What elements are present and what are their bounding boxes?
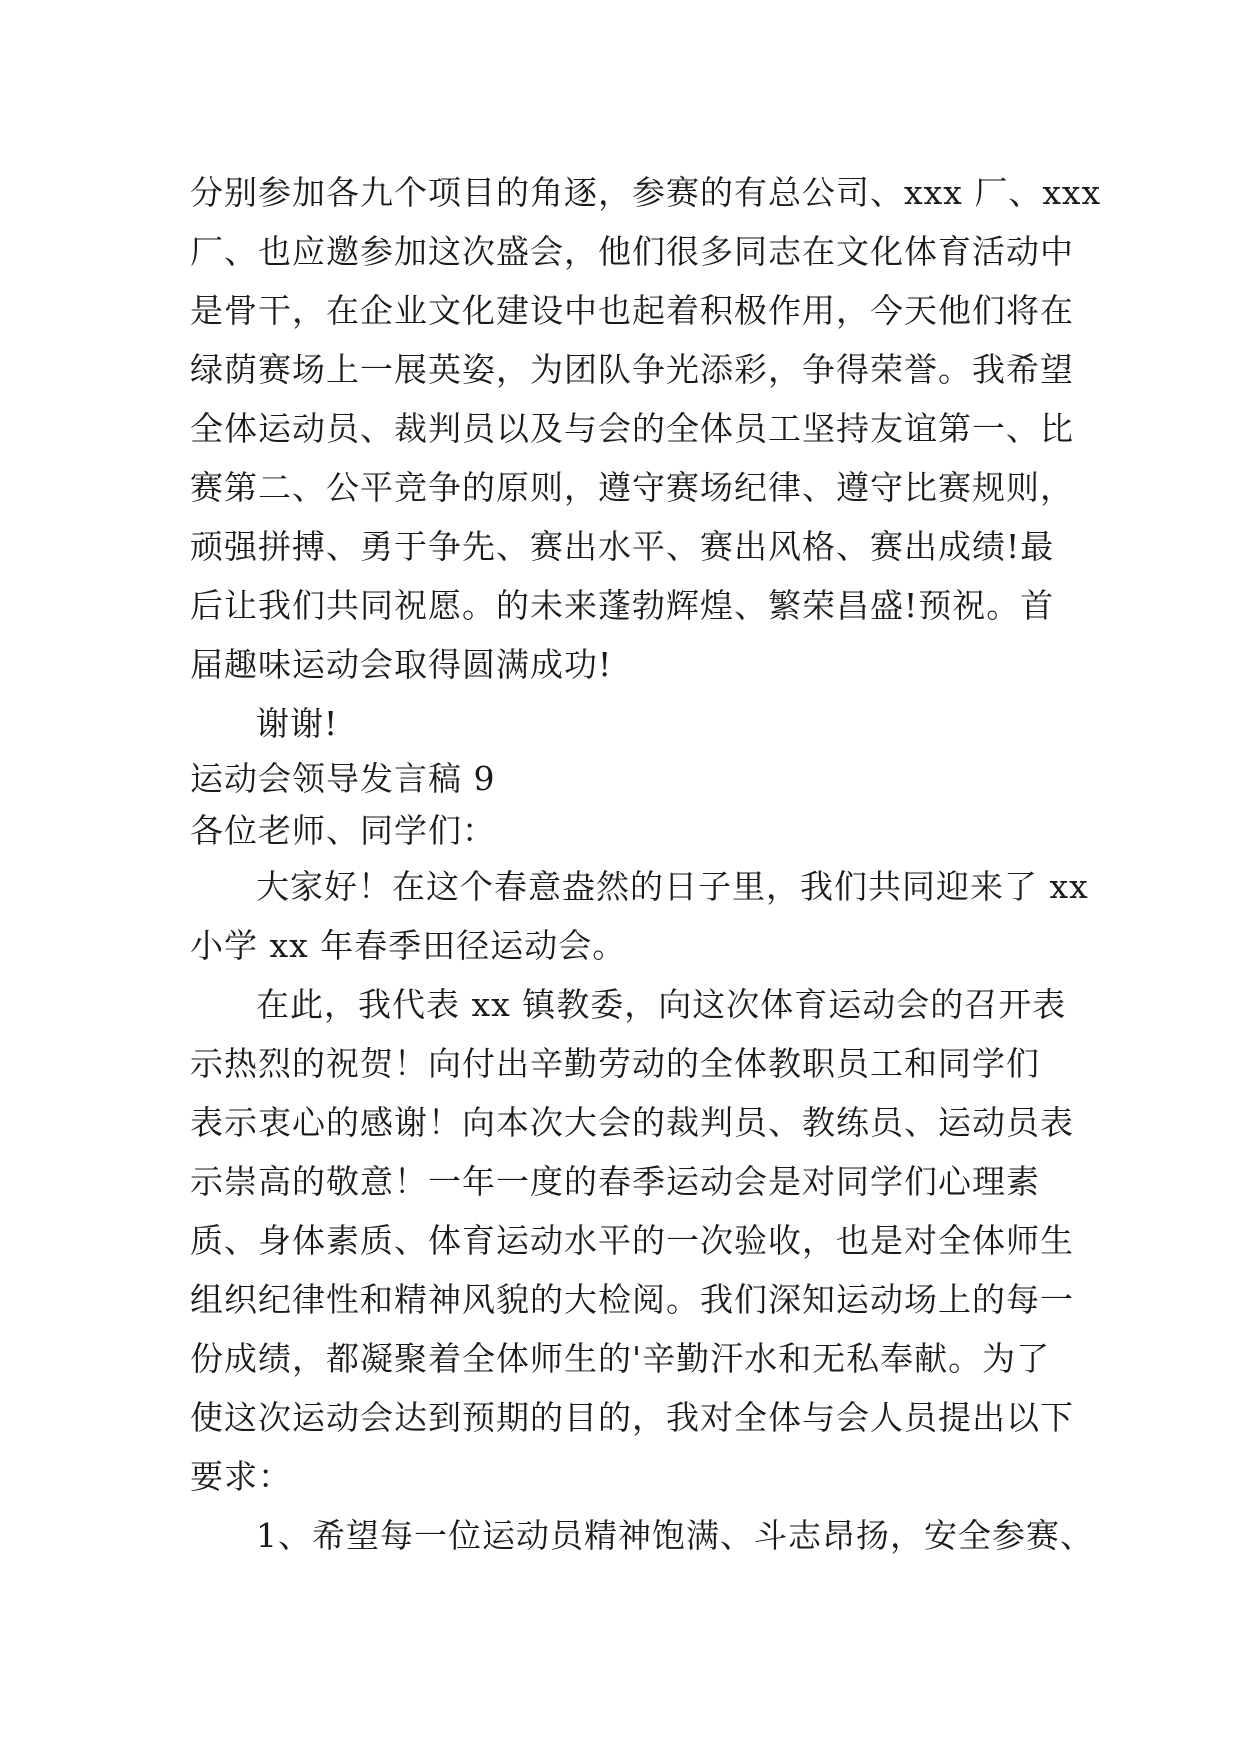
paragraph-greeting — [190, 857, 1089, 975]
thanks-line: 谢谢! — [256, 704, 339, 743]
text-line: 份成绩，都凝聚着全体师生的'辛勤汗水和无私奉献。为了 — [190, 1339, 1051, 1378]
text-line: 厂、也应邀参加这次盛会，他们很多同志在文化体育活动中 — [190, 232, 1074, 271]
text-line: 要求： — [190, 1457, 292, 1496]
text-line: 表示衷心的感谢！向本次大会的裁判员、教练员、运动员表 — [190, 1103, 1074, 1142]
text-line: 后让我们共同祝愿。的未来蓬勃辉煌、繁荣昌盛!预祝。首 — [190, 586, 1055, 625]
text-line: 绿荫赛场上一展英姿，为团队争光添彩，争得荣誉。我希望 — [190, 350, 1074, 389]
text-line: 示崇高的敬意！一年一度的春季运动会是对同学们心理素 — [190, 1162, 1040, 1201]
text-line: 在此，我代表 xx 镇教委，向这次体育运动会的召开表 — [256, 985, 1067, 1024]
paragraph-requirement-1 — [190, 1506, 1094, 1565]
text-line: 组织纪律性和精神风貌的大检阅。我们深知运动场上的每一 — [190, 1280, 1074, 1319]
text-line: 顽强拼搏、勇于争先、赛出水平、赛出风格、赛出成绩!最 — [190, 527, 1055, 566]
text-line: 质、身体素质、体育运动水平的一次验收，也是对全体师生 — [190, 1221, 1074, 1260]
text-line: 是骨干，在企业文化建设中也起着积极作用，今天他们将在 — [190, 291, 1074, 330]
text-line: 届趣味运动会取得圆满成功! — [190, 645, 613, 684]
paragraph-congratulations — [190, 975, 1080, 1506]
text-line: 大家好！在这个春意盎然的日子里，我们共同迎来了 xx — [256, 867, 1089, 906]
document-page — [190, 163, 1102, 1565]
paragraph-continued — [190, 163, 1102, 694]
text-line: 1、希望每一位运动员精神饱满、斗志昂扬，安全参赛、 — [256, 1516, 1094, 1555]
text-line: 分别参加各九个项目的角逐，参赛的有总公司、xxx 厂、xxx — [190, 173, 1102, 212]
text-line: 使这次运动会达到预期的目的，我对全体与会人员提出以下 — [190, 1398, 1074, 1437]
text-line: 示热烈的祝贺！向付出辛勤劳动的全体教职员工和同学们 — [190, 1044, 1040, 1083]
text-line: 全体运动员、裁判员以及与会的全体员工坚持友谊第一、比 — [190, 409, 1074, 448]
text-line: 小学 xx 年春季田径运动会。 — [190, 926, 627, 965]
text-line: 赛第二、公平竞争的原则，遵守赛场纪律、遵守比赛规则， — [190, 468, 1074, 507]
section-title: 运动会领导发言稿 9 — [190, 759, 496, 798]
salutation: 各位老师、同学们： — [190, 811, 496, 850]
